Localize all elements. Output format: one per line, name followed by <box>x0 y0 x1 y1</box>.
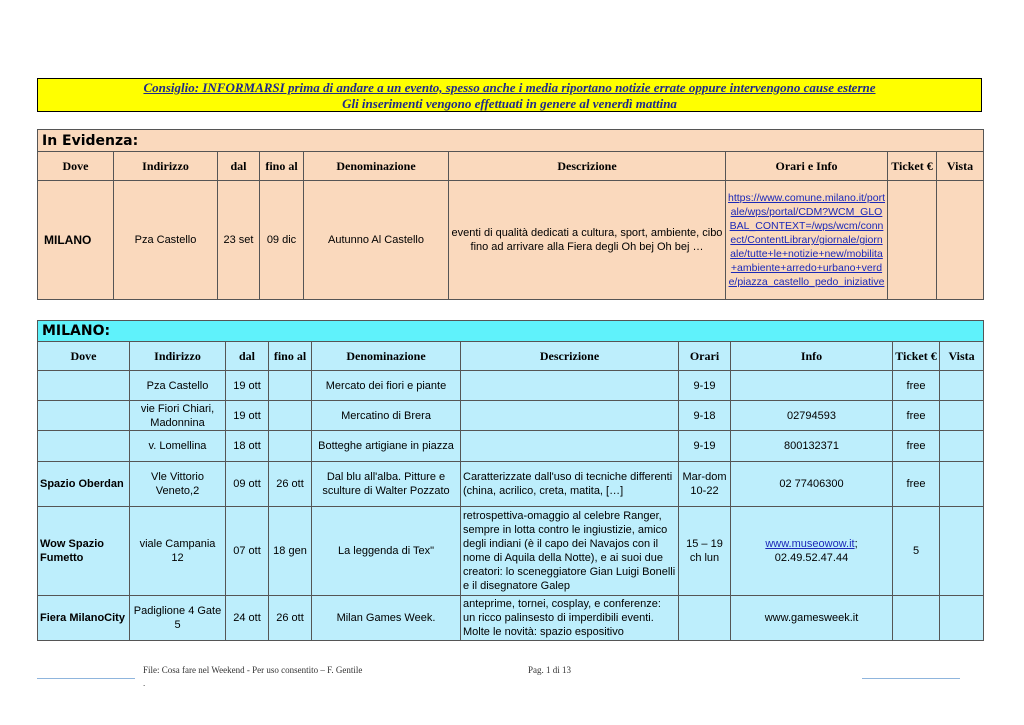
cell-denominazione: Botteghe artigiane in piazza <box>312 431 461 462</box>
evidenza-title: In Evidenza: <box>38 130 984 152</box>
cell-info: 02 77406300 <box>731 462 893 507</box>
cell-descrizione: eventi di qualità dedicati a cultura, sport, ambiente, cibo fino ad arrivare alla Fiera degli Oh bej Oh bej … <box>449 181 726 300</box>
cell-ticket: free <box>893 371 940 401</box>
cell-fino: 18 gen <box>269 507 312 596</box>
footer-line-left <box>37 678 135 679</box>
cell-ticket <box>888 181 937 300</box>
cell-descrizione: retrospettiva-omaggio al celebre Ranger, sempre in lotta contro le ingiustizie, amico degli indiani (è il capo dei Navajos con il nome di Aquila della Notte), e ai suoi due creatori: lo sceneggiatore Gian Luigi Bonelli e il disegnatore Galep <box>461 507 679 596</box>
milano-header-row <box>38 342 984 371</box>
table-row <box>38 507 984 596</box>
cell-indirizzo: v. Lomellina <box>130 431 226 462</box>
cell-dal: 07 ott <box>226 507 269 596</box>
cell-ticket: free <box>893 431 940 462</box>
col-orari-info: Orari e Info <box>726 152 888 181</box>
cell-orari: 9-18 <box>679 401 731 431</box>
milano-table <box>37 320 984 641</box>
cell-dal: 23 set <box>218 181 260 300</box>
cell-fino: 26 ott <box>269 596 312 641</box>
cell-descrizione <box>461 371 679 401</box>
col-dove: Dove <box>38 152 114 181</box>
col-vista: Vista <box>940 342 984 371</box>
cell-vista <box>940 431 984 462</box>
cell-ticket <box>893 596 940 641</box>
cell-dal: 09 ott <box>226 462 269 507</box>
cell-info: www.gamesweek.it <box>731 596 893 641</box>
col-orari: Orari <box>679 342 731 371</box>
cell-dal: 19 ott <box>226 401 269 431</box>
cell-indirizzo: Vle Vittorio Veneto,2 <box>130 462 226 507</box>
col-indirizzo: Indirizzo <box>114 152 218 181</box>
cell-denominazione: Mercatino di Brera <box>312 401 461 431</box>
cell-indirizzo: vie Fiori Chiari, Madonnina <box>130 401 226 431</box>
footer-dot: . <box>143 679 146 688</box>
milano-title: MILANO: <box>38 321 984 342</box>
cell-dal: 19 ott <box>226 371 269 401</box>
cell-dove <box>38 371 130 401</box>
cell-descrizione: anteprime, tornei, cosplay, e conferenze: un ricco palinsesto di imperdibili eventi. Molte le novità: spazio espositivo <box>461 596 679 641</box>
col-denominazione: Denominazione <box>304 152 449 181</box>
cell-info <box>731 371 893 401</box>
cell-dove <box>38 401 130 431</box>
col-ticket: Ticket € <box>893 342 940 371</box>
col-descrizione: Descrizione <box>461 342 679 371</box>
notice-line-1: Consiglio: INFORMARSI prima di andare a un evento, spesso anche i media riportano notizie errate oppure intervengono cause esterne <box>143 80 876 95</box>
col-denominazione: Denominazione <box>312 342 461 371</box>
cell-fino <box>269 431 312 462</box>
cell-dove <box>38 431 130 462</box>
cell-indirizzo: Pza Castello <box>114 181 218 300</box>
footer-page: Pag. 1 di 13 <box>528 665 572 675</box>
cell-fino <box>269 371 312 401</box>
info-phone: 02.49.52.47.44 <box>774 552 849 564</box>
cell-vista <box>937 181 984 300</box>
cell-descrizione: Caratterizzate dall'uso di tecniche differenti (china, acrilico, creta, matita, […] <box>461 462 679 507</box>
museowow-link[interactable]: www.museowow.it <box>765 538 855 550</box>
col-ticket: Ticket € <box>888 152 937 181</box>
col-dal: dal <box>226 342 269 371</box>
cell-vista <box>940 401 984 431</box>
cell-dove: MILANO <box>38 181 114 300</box>
cell-info: 02794593 <box>731 401 893 431</box>
cell-orari: 9-19 <box>679 371 731 401</box>
cell-orari-info <box>726 181 888 300</box>
table-row <box>38 371 984 401</box>
footer-line-right <box>862 678 960 679</box>
cell-indirizzo: viale Campania 12 <box>130 507 226 596</box>
footer-file: File: Cosa fare nel Weekend - Per uso consentito – F. Gentile <box>143 665 363 675</box>
col-dove: Dove <box>38 342 130 371</box>
cell-denominazione: Autunno Al Castello <box>304 181 449 300</box>
col-descrizione: Descrizione <box>449 152 726 181</box>
cell-ticket: free <box>893 462 940 507</box>
castello-link[interactable]: https://www.comune.milano.it/portale/wps/portal/CDM?WCM_GLOBAL_CONTEXT=/wps/wcm/connect/ContentLibrary/giornale/giornale/tutte+le+notizie+new/mobilita+ambiente+arredo+urbano+verde/piazza_castello_pedo_iniziative <box>728 192 885 288</box>
info-separator: ; <box>854 538 858 550</box>
col-fino: fino al <box>260 152 304 181</box>
cell-fino: 26 ott <box>269 462 312 507</box>
cell-orari: 9-19 <box>679 431 731 462</box>
cell-dove: Wow Spazio Fumetto <box>38 507 130 596</box>
notice-banner <box>37 78 982 112</box>
footer <box>143 665 572 675</box>
cell-indirizzo: Pza Castello <box>130 371 226 401</box>
cell-orari <box>679 596 731 641</box>
cell-denominazione: Dal blu all'alba. Pitture e sculture di Walter Pozzato <box>312 462 461 507</box>
table-row <box>38 401 984 431</box>
table-row <box>38 462 984 507</box>
cell-denominazione: Milan Games Week. <box>312 596 461 641</box>
cell-dove: Spazio Oberdan <box>38 462 130 507</box>
table-row <box>38 596 984 641</box>
cell-orari: 15 – 19 ch lun <box>679 507 731 596</box>
cell-ticket: 5 <box>893 507 940 596</box>
table-row <box>38 181 984 300</box>
col-indirizzo: Indirizzo <box>130 342 226 371</box>
col-info: Info <box>731 342 893 371</box>
cell-vista <box>940 462 984 507</box>
cell-denominazione: La leggenda di Tex" <box>312 507 461 596</box>
cell-indirizzo: Padiglione 4 Gate 5 <box>130 596 226 641</box>
cell-denominazione: Mercato dei fiori e piante <box>312 371 461 401</box>
evidenza-table <box>37 129 984 300</box>
evidenza-header-row <box>38 152 984 181</box>
cell-vista <box>940 507 984 596</box>
cell-ticket: free <box>893 401 940 431</box>
notice-line-2: Gli inserimenti vengono effettuati in genere al venerdì mattina <box>342 96 677 111</box>
cell-descrizione <box>461 401 679 431</box>
table-row <box>38 431 984 462</box>
cell-fino: 09 dic <box>260 181 304 300</box>
cell-dove: Fiera MilanoCity <box>38 596 130 641</box>
cell-info <box>731 507 893 596</box>
cell-vista <box>940 371 984 401</box>
cell-descrizione <box>461 431 679 462</box>
col-vista: Vista <box>937 152 984 181</box>
cell-vista <box>940 596 984 641</box>
cell-info: 800132371 <box>731 431 893 462</box>
cell-fino <box>269 401 312 431</box>
cell-orari: Mar-dom 10-22 <box>679 462 731 507</box>
cell-dal: 24 ott <box>226 596 269 641</box>
cell-dal: 18 ott <box>226 431 269 462</box>
col-dal: dal <box>218 152 260 181</box>
col-fino: fino al <box>269 342 312 371</box>
